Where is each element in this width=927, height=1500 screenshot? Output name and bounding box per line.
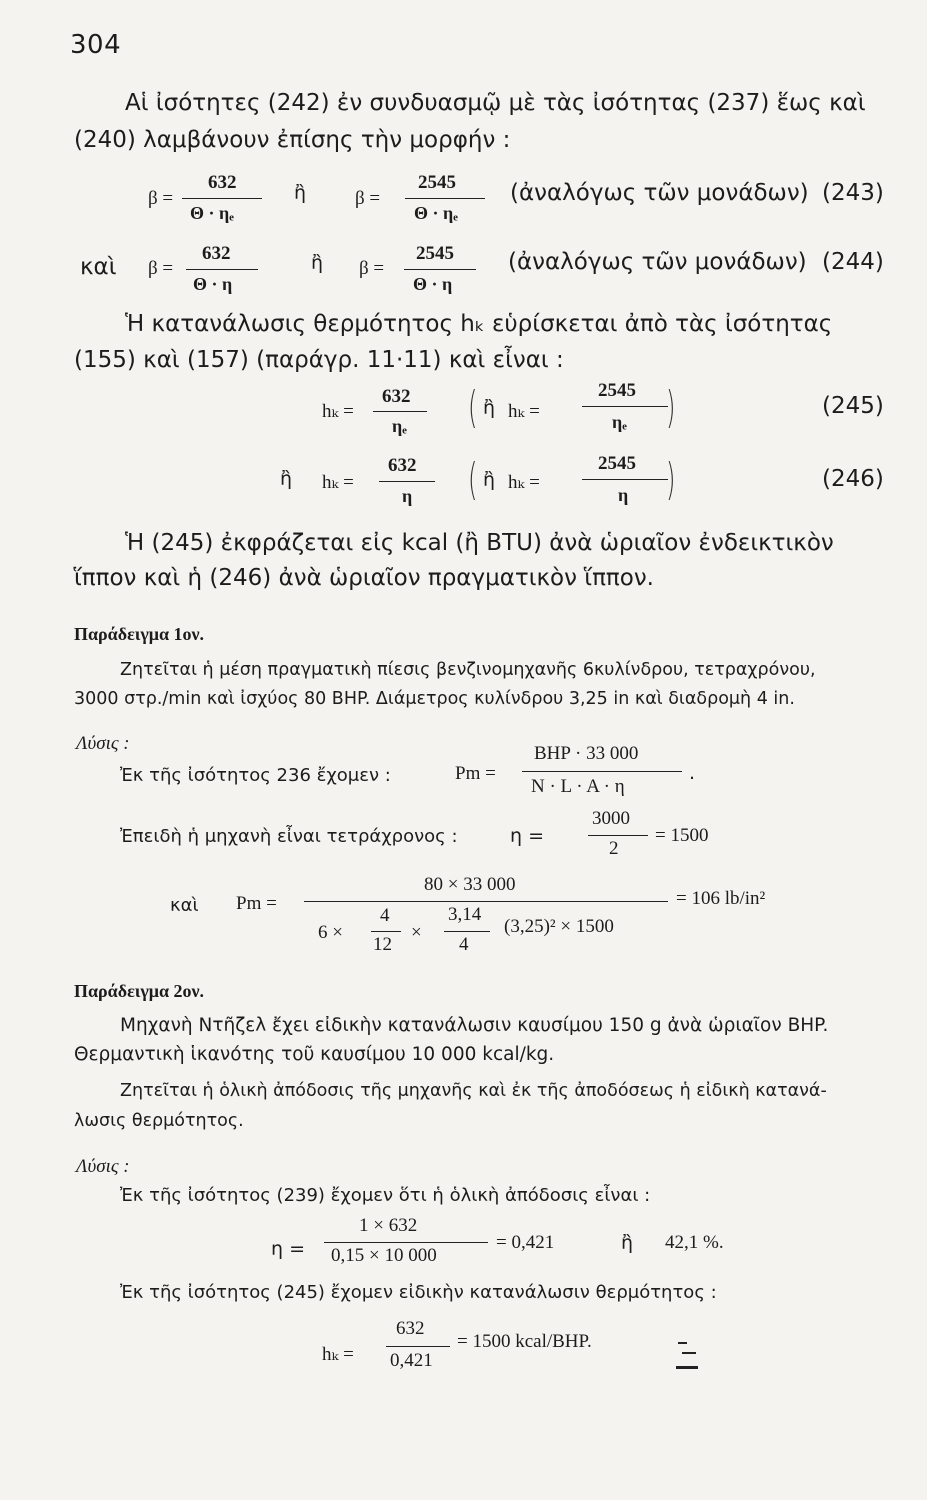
eq243-den1: Θ · ηₑ [190, 203, 234, 223]
example1-step3-result: = 106 lb/in² [676, 888, 766, 909]
intro-line-1: Αἱ ἰσότητες (242) ἐν συνδυασμῷ μὲ τὰς ἰσότητας (237) ἕως καὶ [125, 90, 866, 116]
intro-line-2: (240) λαμβάνουν ἐπίσης τὴν μορφήν : [74, 127, 511, 153]
eq245-lhs: hₖ = [322, 401, 354, 422]
eq243-num1: 632 [208, 172, 237, 193]
eq246-num2: 2545 [598, 453, 636, 474]
eq244-kai: καὶ [80, 254, 117, 280]
example1-step3-f1-bar [371, 931, 401, 932]
explain-line-1: Ἡ (245) ἐκφράζεται εἰς kcal (ἢ BTU) ἀνὰ ὡριαῖον ἐνδεικτικὸν [125, 530, 834, 556]
example2-eta-den: 0,15 × 10 000 [331, 1245, 437, 1266]
eq243-bar2 [405, 198, 485, 199]
example1-heading: Παράδειγμα 1ον. [74, 624, 205, 644]
example1-step2-num: 3000 [592, 808, 630, 829]
example2-step1-text: Ἐκ τῆς ἰσότητος (239) ἔχομεν ὅτι ἡ ὁλικὴ ἀπόδοσις εἶναι : [120, 1185, 651, 1206]
example2-solution-label: Λύσις : [76, 1156, 130, 1177]
eq243-note: (ἀναλόγως τῶν μονάδων) [510, 180, 809, 206]
example2-heading: Παράδειγμα 2ον. [74, 981, 205, 1001]
example1-text-1: Ζητεῖται ἡ μέση πραγματικὴ πίεσις βενζινομηχανῆς 6κυλίνδρου, τετραχρόνου, [120, 660, 816, 680]
example1-solution-label: Λύσις : [76, 733, 130, 754]
eq244-note: (ἀναλόγως τῶν μονάδων) [508, 249, 807, 275]
eq245-bar2 [582, 406, 668, 407]
example1-step3-kai: καὶ [170, 895, 199, 916]
example1-step3-lhs: Pm = [236, 893, 277, 914]
end-mark-1 [678, 1342, 687, 1344]
eq243-lhs2: β = [355, 188, 381, 209]
example2-text-3: Ζητεῖται ἡ ὁλικὴ ἀπόδοσις τῆς μηχανῆς καὶ ἐκ τῆς ἀποδόσεως ἡ εἰδικὴ κατανά- [120, 1081, 827, 1101]
eq246-or: ἢ [483, 469, 496, 491]
eq243-num2: 2545 [418, 172, 456, 193]
eq246-den1: η [402, 486, 413, 506]
example1-step2-den: 2 [609, 838, 619, 859]
eq246-num1: 632 [388, 455, 417, 476]
eq244-or: ἢ [311, 252, 324, 274]
eq245-bar1 [373, 411, 427, 412]
example2-h-bar [386, 1346, 450, 1347]
example2-eta-num: 1 × 632 [359, 1215, 418, 1236]
eq246-lhs2: hₖ = [508, 472, 540, 493]
example1-step1-num: BHP · 33 000 [534, 743, 639, 764]
eq244-num2: 2545 [416, 243, 454, 264]
eq245-num1: 632 [382, 386, 411, 407]
example2-h-lhs: hₖ = [322, 1344, 354, 1365]
example1-step2-lhs: η = [510, 825, 545, 847]
example2-eta-or: ἢ [621, 1232, 634, 1254]
eq244-label: (244) [822, 249, 884, 275]
example1-text-2: 3000 στρ./min καὶ ἰσχύος 80 BHP. Διάμετρος κυλίνδρου 3,25 in καὶ διαδρομὴ 4 in. [74, 689, 795, 709]
eq246-pre: ἢ [280, 468, 293, 490]
example1-step3-f2-den: 4 [459, 934, 469, 955]
consumption-line-1: Ἡ κατανάλωσις θερμότητος hₖ εὑρίσκεται ἀπὸ τὰς ἰσότητας [125, 311, 833, 337]
eq244-den2: Θ · η [413, 274, 453, 294]
explain-line-2: ἵππον καὶ ἡ (246) ἀνὰ ὡριαῖον πραγματικὸν ἵππον. [74, 565, 654, 591]
eq246-bar1 [379, 481, 435, 482]
eq246-label: (246) [822, 466, 884, 492]
eq243-lhs: β = [148, 188, 174, 209]
example1-step3-times: × [411, 922, 422, 943]
example1-step3-six: 6 × [318, 922, 343, 943]
eq244-bar2 [404, 269, 476, 270]
page-number: 304 [70, 30, 122, 60]
eq245-den2: ηₑ [612, 412, 627, 432]
example2-step2-text: Ἐκ τῆς ἰσότητος (245) ἔχομεν εἰδικὴν κατανάλωσιν θερμότητος : [120, 1282, 717, 1303]
eq243-label: (243) [822, 180, 884, 206]
eq244-num1: 632 [202, 243, 231, 264]
example1-step2-bar [588, 835, 648, 836]
example1-step2-text: Ἐπειδὴ ἡ μηχανὴ εἶναι τετράχρονος : [120, 826, 458, 847]
example1-step3-num: 80 × 33 000 [424, 874, 516, 895]
eq245-lhs2: hₖ = [508, 401, 540, 422]
eq244-lhs2: β = [359, 258, 385, 279]
eq246-close-paren: ) [666, 454, 676, 505]
example1-step1-bar [522, 771, 682, 772]
example1-step3-f2-num: 3,14 [448, 904, 482, 925]
example2-text-2: Θερμαντικὴ ἱκανότης τοῦ καυσίμου 10 000 kcal/kg. [74, 1044, 555, 1065]
eq245-num2: 2545 [598, 380, 636, 401]
eq246-open-paren: ( [468, 454, 478, 505]
eq245-open-paren: ( [468, 382, 478, 433]
example2-eta-result: = 0,421 [496, 1232, 555, 1253]
eq244-den1: Θ · η [193, 274, 233, 294]
example1-step1-lhs: Pm = [455, 763, 496, 784]
eq246-lhs: hₖ = [322, 472, 354, 493]
example1-step3-tail: (3,25)² × 1500 [504, 916, 614, 937]
eq246-bar2 [582, 479, 668, 480]
example2-text-1: Μηχανὴ Ντῆζελ ἔχει εἰδικὴν κατανάλωσιν καυσίμου 150 g ἀνὰ ὡριαῖον BHP. [120, 1015, 829, 1036]
example1-step1-end: . [689, 762, 696, 784]
end-mark-2 [682, 1352, 696, 1354]
example1-step1-den: N · L · A · η [531, 776, 625, 797]
example1-step3-f1-den: 12 [373, 934, 392, 955]
eq245-label: (245) [822, 393, 884, 419]
eq245-close-paren: ) [666, 382, 676, 433]
eq245-den1: ηₑ [392, 416, 407, 436]
consumption-line-2: (155) καὶ (157) (παράγρ. 11·11) καὶ εἶναι : [74, 347, 564, 373]
example2-h-result: = 1500 kcal/BHP. [457, 1331, 592, 1352]
example2-text-4: λωσις θερμότητος. [74, 1111, 244, 1131]
eq243-or: ἢ [294, 182, 307, 204]
eq244-bar1 [186, 269, 258, 270]
eq243-den2: Θ · ηₑ [414, 203, 458, 223]
end-mark-3 [676, 1366, 698, 1369]
example1-step3-bar [304, 901, 668, 902]
eq246-den2: η [618, 485, 629, 505]
eq244-lhs: β = [148, 258, 174, 279]
example1-step3-f2-bar [444, 931, 490, 932]
example1-step3-f1-num: 4 [380, 905, 390, 926]
example2-h-den: 0,421 [390, 1350, 433, 1371]
example2-eta-lhs: η = [271, 1238, 306, 1260]
example2-eta-bar [324, 1242, 488, 1243]
example2-h-num: 632 [396, 1318, 425, 1339]
example1-step1-text: Ἐκ τῆς ἰσότητος 236 ἔχομεν : [120, 765, 391, 786]
eq243-bar1 [182, 198, 262, 199]
eq245-or: ἢ [483, 397, 496, 419]
example1-step2-result: = 1500 [655, 825, 709, 846]
example2-eta-percent: 42,1 %. [665, 1232, 724, 1253]
